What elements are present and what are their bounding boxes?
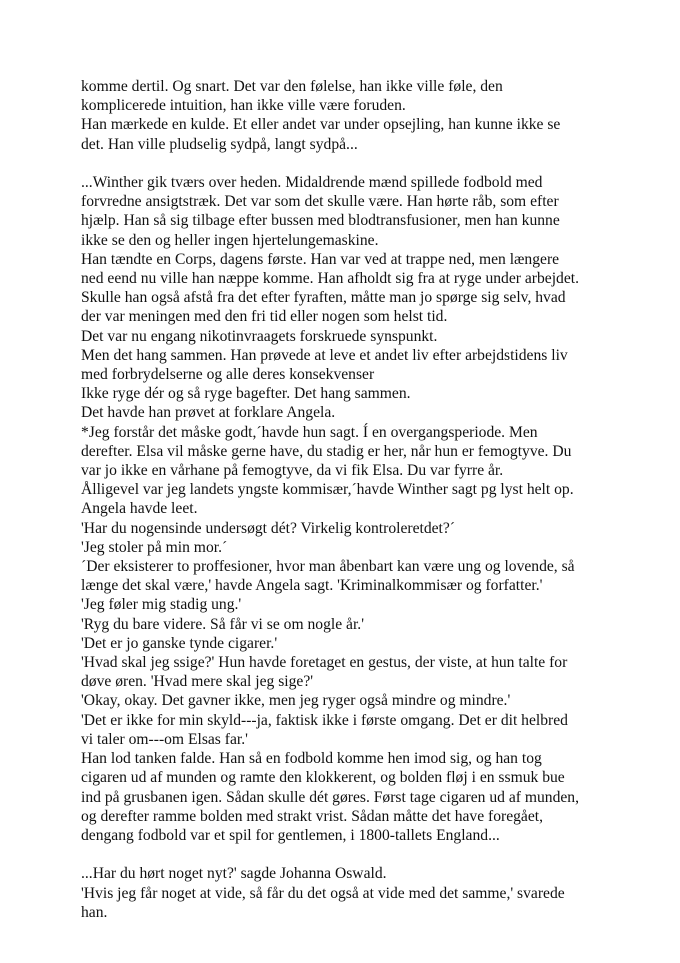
text-line: 'Har du nogensinde undersøgt dét? Virkelig kontroleretdet?´ bbox=[81, 519, 455, 537]
text-line: ...Har du hørt noget nyt?' sagde Johanna Oswald. bbox=[81, 865, 387, 883]
text-line: forvredne ansigtstræk. Det var som det skulle være. Han hørte råb, som efter bbox=[81, 193, 559, 211]
text-line: komplicerede intuition, han ikke ville være foruden. bbox=[81, 97, 406, 115]
paragraph bbox=[81, 884, 661, 922]
text-line: 'Ryg du bare videre. Så får vi se om nogle år.' bbox=[81, 615, 365, 633]
text-line: 'Det er jo ganske tynde cigarer.' bbox=[81, 634, 278, 652]
paragraph bbox=[81, 634, 661, 653]
paragraph bbox=[81, 615, 661, 634]
paragraph bbox=[81, 403, 661, 422]
text-line: Han mærkede en kulde. Et eller andet var under opsejling, han kunne ikke se bbox=[81, 116, 561, 134]
text-line: Skulle han også afstå fra det efter fyraften, måtte man jo spørge sig selv, hvad bbox=[81, 289, 566, 307]
paragraph bbox=[81, 691, 661, 710]
paragraph bbox=[81, 864, 661, 883]
text-line: 'Jeg stoler på min mor.´ bbox=[81, 538, 228, 556]
paragraph bbox=[81, 173, 661, 250]
paragraph bbox=[81, 653, 661, 691]
paragraph bbox=[81, 115, 661, 153]
text-line: ned eend nu ville han næppe komme. Han afholdt sig fra at ryge under arbejdet. bbox=[81, 270, 579, 288]
text-line: ...Winther gik tværs over heden. Midaldrende mænd spillede fodbold med bbox=[81, 174, 543, 191]
text-line: dengang fodbold var et spil for gentlemen, i 1800-tallets England... bbox=[81, 826, 500, 844]
paragraph bbox=[81, 250, 661, 327]
paragraph bbox=[81, 538, 661, 557]
text-line: Det var nu engang nikotinvraagets forskruede synspunkt. bbox=[81, 327, 438, 345]
paragraph bbox=[81, 595, 661, 614]
section-break bbox=[81, 845, 661, 864]
text-line: længe det skal være,' havde Angela sagt. 'Kriminalkommisær og forfatter.' bbox=[81, 577, 543, 595]
paragraph bbox=[81, 557, 661, 595]
paragraph bbox=[81, 423, 661, 481]
text-line: med forbrydelserne og alle deres konsekvenser bbox=[81, 366, 375, 384]
text-line: 'Hvis jeg får noget at vide, så får du det også at vide med det samme,' svarede bbox=[81, 884, 565, 902]
text-line: Angela havde leet. bbox=[81, 500, 198, 518]
text-line: hjælp. Han så sig tilbage efter bussen med blodtransfusioner, men han kunne bbox=[81, 212, 560, 230]
text-line: Han lod tanken falde. Han så en fodbold komme hen imod sig, og han tog bbox=[81, 750, 542, 768]
text-line: 'Det er ikke for min skyld---ja, faktisk ikke i første omgang. Det er dit helbred bbox=[81, 711, 568, 729]
text-line: Han tændte en Corps, dagens første. Han var ved at trappe ned, men længere bbox=[81, 250, 560, 268]
paragraph bbox=[81, 711, 661, 749]
text-line: døve øren. 'Hvad mere skal jeg sige?' bbox=[81, 673, 314, 691]
paragraph bbox=[81, 519, 661, 538]
text-line: han. bbox=[81, 903, 108, 921]
paragraph bbox=[81, 77, 661, 115]
text-line: 'Jeg føler mig stadig ung.' bbox=[81, 596, 242, 614]
text-line: det. Han ville pludselig sydpå, langt sydpå... bbox=[81, 135, 358, 153]
text-line: vi taler om---om Elsas far.' bbox=[81, 730, 248, 748]
text-line: ´Der eksisterer to proffesioner, hvor man åbenbart kan være ung og lovende, så bbox=[81, 558, 575, 576]
text-line: derefter. Elsa vil måske gerne have, du stadig er her, når hun er femogtyve. Du bbox=[81, 442, 572, 460]
text-line: 'Okay, okay. Det gavner ikke, men jeg ryger også mindre og mindre.' bbox=[81, 692, 511, 710]
text-line: Det havde han prøvet at forklare Angela. bbox=[81, 404, 336, 422]
paragraph bbox=[81, 480, 661, 499]
paragraph bbox=[81, 384, 661, 403]
text-line: og derefter ramme bolden med strakt vrist. Sådan måtte det have foregået, bbox=[81, 807, 544, 825]
paragraph bbox=[81, 346, 661, 384]
paragraph bbox=[81, 327, 661, 346]
text-line: komme dertil. Og snart. Det var den følelse, han ikke ville føle, den bbox=[81, 78, 503, 95]
text-line: Ålligevel var jeg landets yngste kommisær,´havde Winther sagt pg lyst helt op. bbox=[81, 481, 574, 499]
text-line: der var meningen med den fri tid eller nogen som helst tid. bbox=[81, 308, 448, 326]
text-line: cigaren ud af munden og ramte den klokkerent, og bolden fløj i en ssmuk bue bbox=[81, 769, 565, 787]
document-page bbox=[81, 77, 661, 922]
text-line: ind på grusbanen igen. Sådan skulle dét gøres. Først tage cigaren ud af munden, bbox=[81, 788, 580, 806]
paragraph bbox=[81, 499, 661, 518]
text-line: var jo ikke en vårhane på femogtyve, da vi fik Elsa. Du var fyrre år. bbox=[81, 462, 504, 480]
text-line: *Jeg forstår det måske godt,´havde hun sagt. Í en overgangsperiode. Men bbox=[81, 423, 538, 441]
paragraph bbox=[81, 749, 661, 845]
text-line: Men det hang sammen. Han prøvede at leve et andet liv efter arbejdstidens liv bbox=[81, 346, 568, 364]
text-line: ikke se den og heller ingen hjertelungemaskine. bbox=[81, 231, 379, 249]
text-line: Ikke ryge dér og så ryge bagefter. Det hang sammen. bbox=[81, 385, 411, 403]
section-break bbox=[81, 154, 661, 173]
text-line: 'Hvad skal jeg ssige?' Hun havde foretaget en gestus, der viste, at hun talte for bbox=[81, 654, 568, 672]
